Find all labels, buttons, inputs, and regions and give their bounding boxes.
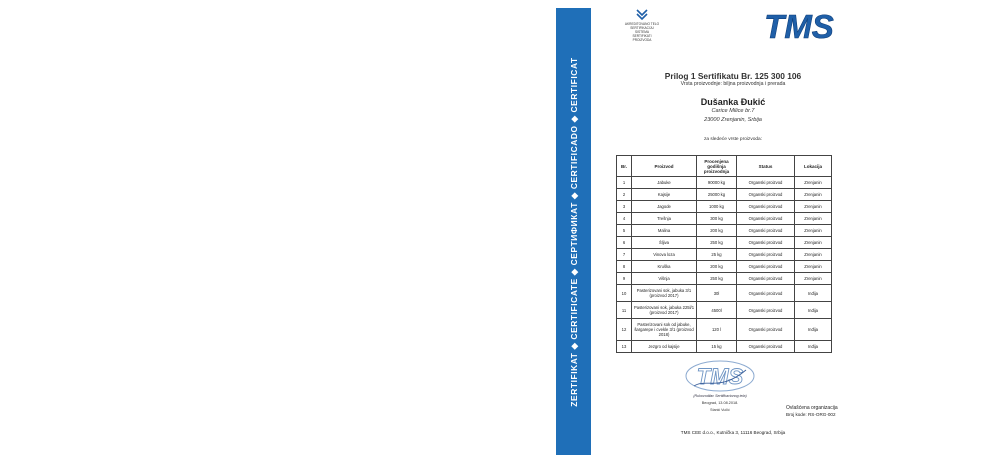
table-row: [617, 302, 832, 319]
column-header: Status: [737, 156, 795, 177]
accreditation-logo-icon: [635, 8, 649, 22]
table-cell: 25000 kg: [697, 189, 737, 201]
table-cell: 10: [617, 285, 632, 302]
signature-date: Beograd, 13.08.2018.: [701, 401, 739, 405]
holder-name: Dušanka Đukić: [700, 97, 766, 107]
table-cell: Pasterizovani sok, jabuka 225l/1 (proizvod 2017): [632, 302, 697, 319]
table-cell: Zrenjanin: [795, 189, 832, 201]
holder-address-line1: Carice Milice br.7: [711, 108, 755, 114]
table-row: [617, 261, 832, 273]
table-cell: Organski proizvod: [737, 302, 795, 319]
table-cell: 4500l: [697, 302, 737, 319]
table-cell: Inđija: [795, 319, 832, 341]
table-cell: Zrenjanin: [795, 249, 832, 261]
table-cell: Organski proizvod: [737, 273, 795, 285]
table-cell: 4: [617, 213, 632, 225]
table-cell: Inđija: [795, 285, 832, 302]
products-table-body: [617, 177, 832, 353]
table-cell: Zrenjanin: [795, 261, 832, 273]
table-cell: Zrenjanin: [795, 273, 832, 285]
table-cell: 25 kg: [697, 249, 737, 261]
table-row: [617, 249, 832, 261]
table-cell: 1000 kg: [697, 201, 737, 213]
table-cell: 9: [617, 273, 632, 285]
table-row: [617, 177, 832, 189]
table-cell: Inđija: [795, 341, 832, 353]
table-cell: Pasterizovani sok od jabuke, šargarepe i cvekle 3/1 (proizvod 2018): [632, 319, 697, 341]
column-header: Procenjena godišnja proizvodnja: [697, 156, 737, 177]
accreditation-line: SERTIFIKATI: [632, 34, 652, 38]
accreditation-line: AKREDITOVANO TELO: [624, 22, 660, 26]
table-cell: 5: [617, 225, 632, 237]
table-cell: Organski proizvod: [737, 285, 795, 302]
signature-caption: (Rukovodilac Sertifikacionog tela): [693, 394, 747, 398]
band-text: ZERTIFIKAT ◆ CERTIFICATE ◆ СЕРТИФИКАТ ◆ CERTIFICADO ◆ CERTIFICAT: [568, 56, 579, 407]
table-cell: Organski proizvod: [737, 213, 795, 225]
table-cell: Zrenjanin: [795, 225, 832, 237]
table-cell: 6: [617, 237, 632, 249]
accreditation-line: PROIZVODA: [632, 38, 652, 42]
organization-stamp: [680, 356, 760, 396]
table-header-row: [617, 156, 832, 177]
table-cell: Organski proizvod: [737, 341, 795, 353]
table-cell: Zrenjanin: [795, 177, 832, 189]
table-row: [617, 201, 832, 213]
table-cell: 200 kg: [697, 225, 737, 237]
table-row: [617, 273, 832, 285]
table-cell: Kruška: [632, 261, 697, 273]
table-cell: 250 kg: [697, 237, 737, 249]
table-cell: Organski proizvod: [737, 189, 795, 201]
table-cell: 7: [617, 249, 632, 261]
table-row: [617, 319, 832, 341]
table-cell: Jezgro od kajsije: [632, 341, 697, 353]
table-cell: Organski proizvod: [737, 177, 795, 189]
table-cell: Trešnja: [632, 213, 697, 225]
stamp-text: TMS: [696, 364, 744, 389]
table-cell: Inđija: [795, 302, 832, 319]
table-cell: 200 kg: [697, 261, 737, 273]
document-title: Prilog 1 Sertifikatu Br. 125 300 106: [664, 71, 802, 81]
table-cell: 90000 kg: [697, 177, 737, 189]
table-cell: Zrenjanin: [795, 201, 832, 213]
products-intro: za sledeće vrste proizvoda:: [703, 137, 763, 142]
column-header: Lokacija: [795, 156, 832, 177]
table-cell: Višnja: [632, 273, 697, 285]
table-cell: Organski proizvod: [737, 249, 795, 261]
table-cell: Pasterizovani sok, jabuka 3/1 (proizvod 2017): [632, 285, 697, 302]
accreditation-mark: [622, 8, 662, 42]
column-header: Proizvod: [632, 156, 697, 177]
table-cell: Šljiva: [632, 237, 697, 249]
table-cell: 250 kg: [697, 273, 737, 285]
footer-address: TMS CEE d.o.o., Kutnička 3, 11116 Beograd, Srbija: [680, 430, 786, 435]
table-cell: Organski proizvod: [737, 237, 795, 249]
products-table: [616, 155, 832, 353]
table-cell: Organski proizvod: [737, 201, 795, 213]
tms-logo-text: TMS: [764, 8, 834, 44]
document-subtitle: Vrsta proizvodnje: biljna proizvodnja i prerada: [680, 81, 786, 87]
table-cell: 300 kg: [697, 213, 737, 225]
table-cell: Organski proizvod: [737, 319, 795, 341]
table-cell: 120 l: [697, 319, 737, 341]
table-row: [617, 237, 832, 249]
table-cell: Jagode: [632, 201, 697, 213]
table-cell: Kajsije: [632, 189, 697, 201]
table-cell: Organski proizvod: [737, 261, 795, 273]
table-cell: Malina: [632, 225, 697, 237]
table-cell: 13: [617, 341, 632, 353]
table-cell: 11: [617, 302, 632, 319]
table-cell: Zrenjanin: [795, 237, 832, 249]
table-row: [617, 341, 832, 353]
table-cell: Jabuke: [632, 177, 697, 189]
table-cell: 12: [617, 319, 632, 341]
holder-address-line2: 23000 Zrenjanin, Srbija: [704, 117, 762, 123]
table-cell: Vinova loza: [632, 249, 697, 261]
accreditation-line: SERTIFIKACIJU: [630, 26, 654, 30]
table-row: [617, 189, 832, 201]
table-row: [617, 213, 832, 225]
table-cell: Organski proizvod: [737, 225, 795, 237]
table-cell: Zrenjanin: [795, 213, 832, 225]
table-cell: 1: [617, 177, 632, 189]
table-row: [617, 225, 832, 237]
table-cell: 15 kg: [697, 341, 737, 353]
authorized-organization-label: Ovlašćena organizacija: [786, 405, 838, 411]
tms-logo: [759, 8, 839, 44]
signatory-name: Stanić Vučić: [710, 408, 730, 412]
authorized-organization-code: Broj kode: RS-ORG-002: [786, 412, 836, 417]
certificate-side-band: [556, 8, 591, 455]
table-row: [617, 285, 832, 302]
column-header: Br.: [617, 156, 632, 177]
table-cell: 3: [617, 201, 632, 213]
table-cell: 8: [617, 261, 632, 273]
accreditation-line: SISTEMA: [635, 30, 649, 34]
table-cell: 30l: [697, 285, 737, 302]
table-cell: 2: [617, 189, 632, 201]
